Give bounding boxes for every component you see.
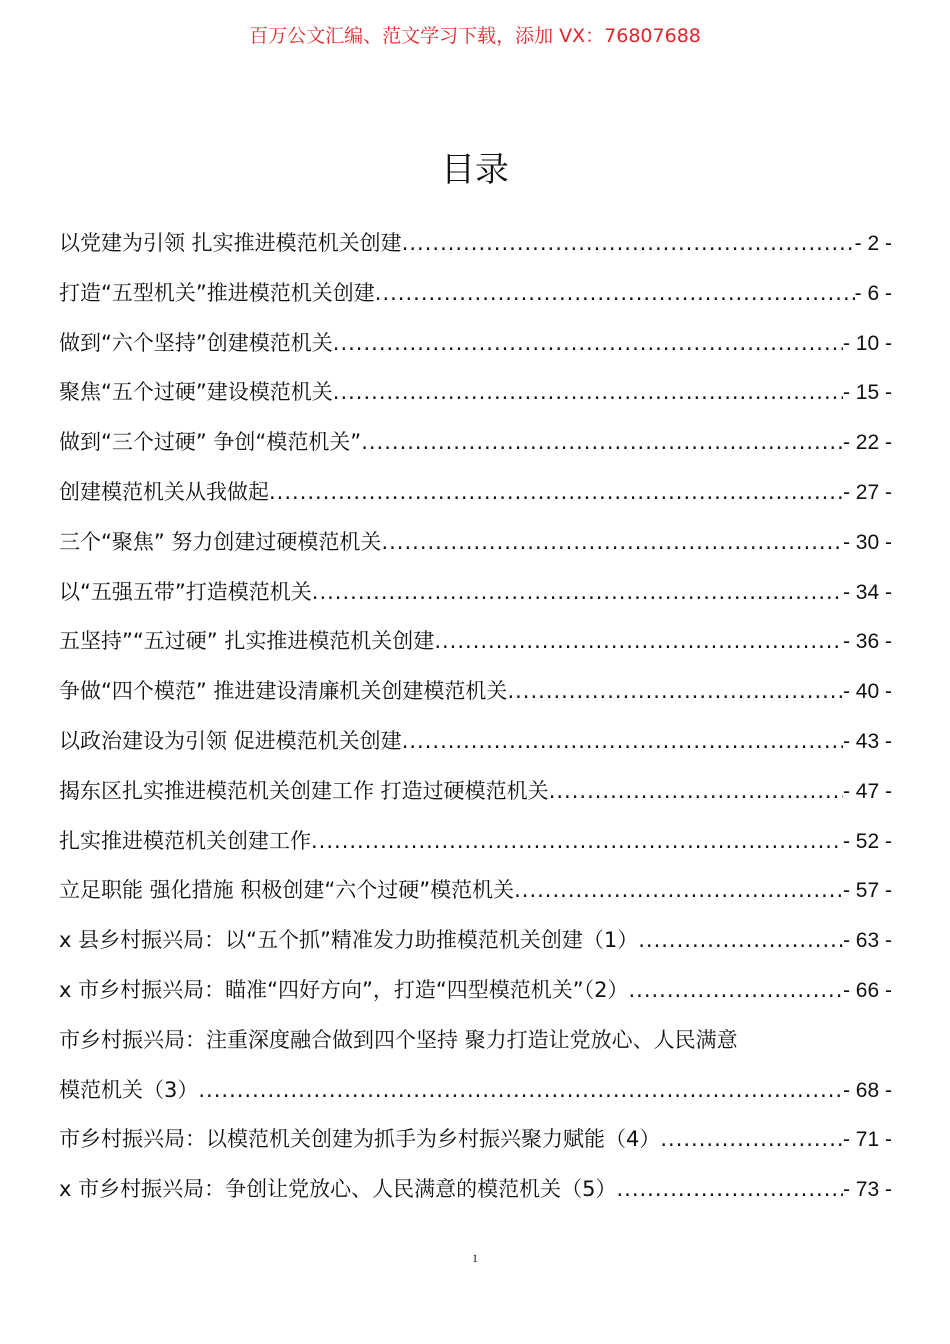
toc-entry[interactable] — [59, 518, 892, 568]
toc-entry[interactable] — [59, 1165, 892, 1215]
toc-dot-leader — [361, 418, 843, 468]
toc-entry-title: 揭东区扎实推进模范机关创建工作 打造过硬模范机关 — [59, 778, 549, 803]
toc-entry-title: 五坚持”“五过硬” 扎实推进模范机关创建 — [59, 629, 435, 654]
toc-entry-title: 以党建为引领 扎实推进模范机关创建 — [59, 231, 402, 255]
toc-entry-page: - 36 - — [842, 630, 892, 654]
toc-entry[interactable] — [59, 916, 892, 966]
toc-entry[interactable] — [59, 617, 892, 667]
table-of-contents — [59, 219, 892, 1215]
toc-entry[interactable] — [59, 717, 892, 767]
toc-entry[interactable] — [59, 269, 892, 319]
toc-entry-page: - 30 - — [842, 530, 892, 554]
toc-entry-title: 三个“聚焦” 努力创建过硬模范机关 — [59, 529, 382, 554]
toc-entry-page: - 40 - — [842, 680, 892, 704]
toc-dot-leader — [311, 817, 843, 867]
toc-entry[interactable] — [59, 966, 892, 1016]
toc-dot-leader — [660, 1115, 843, 1165]
toc-entry-title: 市乡村振兴局：注重深度融合做到四个坚持 聚力打造让党放心、人民满意 — [59, 1027, 738, 1052]
toc-entry-title: x 市乡村振兴局：争创让党放心、人民满意的模范机关（5） — [59, 1177, 617, 1202]
toc-entry-page: - 71 - — [842, 1128, 892, 1152]
toc-entry-title: 市乡村振兴局：以模范机关创建为抓手为乡村振兴聚力赋能（4） — [59, 1127, 661, 1152]
toc-entry-title: x 市乡村振兴局：瞄准“四好方向”，打造“四型模范机关”（2） — [59, 977, 629, 1002]
toc-entry-page: - 43 - — [842, 729, 892, 753]
toc-dot-leader — [198, 1066, 843, 1116]
toc-dot-leader — [333, 368, 843, 418]
toc-entry-title: x 县乡村振兴局：以“五个抓”精准发力助推模范机关创建（1） — [59, 928, 639, 953]
toc-dot-leader — [434, 617, 843, 667]
toc-entry[interactable] — [59, 219, 892, 269]
toc-entry-page: - 73 - — [842, 1178, 892, 1202]
toc-entry[interactable] — [59, 1066, 892, 1116]
toc-entry-title: 扎实推进模范机关创建工作 — [59, 828, 311, 853]
toc-entry[interactable] — [59, 468, 892, 518]
toc-entry-page: - 66 - — [842, 978, 892, 1002]
toc-entry-page: - 27 - — [842, 480, 892, 504]
toc-dot-leader — [269, 468, 843, 518]
toc-dot-leader — [333, 319, 843, 369]
header-banner: 百万公文汇编、范文学习下载，添加 VX：76807688 — [249, 25, 701, 47]
toc-entry-page: - 15 - — [842, 381, 892, 405]
toc-dot-leader — [381, 518, 843, 568]
toc-entry[interactable] — [59, 817, 892, 867]
toc-entry-title: 聚焦“五个过硬”建设模范机关 — [59, 380, 333, 405]
toc-dot-leader — [514, 866, 843, 916]
toc-entry[interactable] — [59, 866, 892, 916]
toc-entry-page: - 68 - — [842, 1078, 892, 1102]
toc-dot-leader — [507, 667, 843, 717]
toc-entry-title: 以“五强五带”打造模范机关 — [59, 579, 312, 604]
toc-title: 目录 — [441, 150, 509, 190]
toc-entry-page: - 52 - — [842, 829, 892, 853]
toc-dot-leader — [312, 568, 843, 618]
toc-dot-leader — [402, 717, 843, 767]
toc-dot-leader — [638, 916, 843, 966]
toc-entry[interactable] — [59, 319, 892, 369]
toc-entry-title-continued: 模范机关（3） — [59, 1077, 199, 1102]
toc-dot-leader — [628, 966, 843, 1016]
toc-entry-page: - 22 - — [842, 431, 892, 455]
toc-entry-title: 做到“六个坚持”创建模范机关 — [59, 330, 333, 355]
toc-entry[interactable] — [59, 767, 892, 817]
page-number: 1 — [472, 1251, 478, 1265]
toc-dot-leader — [375, 269, 855, 319]
toc-entry-wrapped-line[interactable] — [59, 1016, 892, 1066]
toc-dot-leader — [616, 1165, 843, 1215]
toc-entry-page: - 2 - — [854, 232, 892, 255]
toc-entry[interactable] — [59, 418, 892, 468]
toc-entry-page: - 34 - — [842, 580, 892, 604]
toc-entry[interactable] — [59, 1115, 892, 1165]
toc-entry-title: 创建模范机关从我做起 — [59, 479, 269, 504]
toc-entry[interactable] — [59, 667, 892, 717]
toc-entry-page: - 47 - — [842, 779, 892, 803]
toc-entry[interactable] — [59, 568, 892, 618]
toc-entry-title: 打造“五型机关”推进模范机关创建 — [59, 280, 375, 305]
toc-entry-title: 立足职能 强化措施 积极创建“六个过硬”模范机关 — [59, 878, 515, 903]
toc-dot-leader — [549, 767, 843, 817]
toc-entry[interactable] — [59, 368, 892, 418]
toc-entry-page: - 6 - — [854, 281, 892, 305]
toc-dot-leader — [402, 219, 855, 269]
toc-entry-page: - 10 - — [842, 331, 892, 355]
toc-entry-title: 做到“三个过硬” 争创“模范机关” — [59, 430, 362, 455]
toc-entry-page: - 57 - — [842, 879, 892, 903]
toc-entry-title: 争做“四个模范” 推进建设清廉机关创建模范机关 — [59, 679, 508, 704]
toc-entry-title: 以政治建设为引领 促进模范机关创建 — [59, 728, 402, 753]
toc-entry-page: - 63 - — [842, 929, 892, 953]
